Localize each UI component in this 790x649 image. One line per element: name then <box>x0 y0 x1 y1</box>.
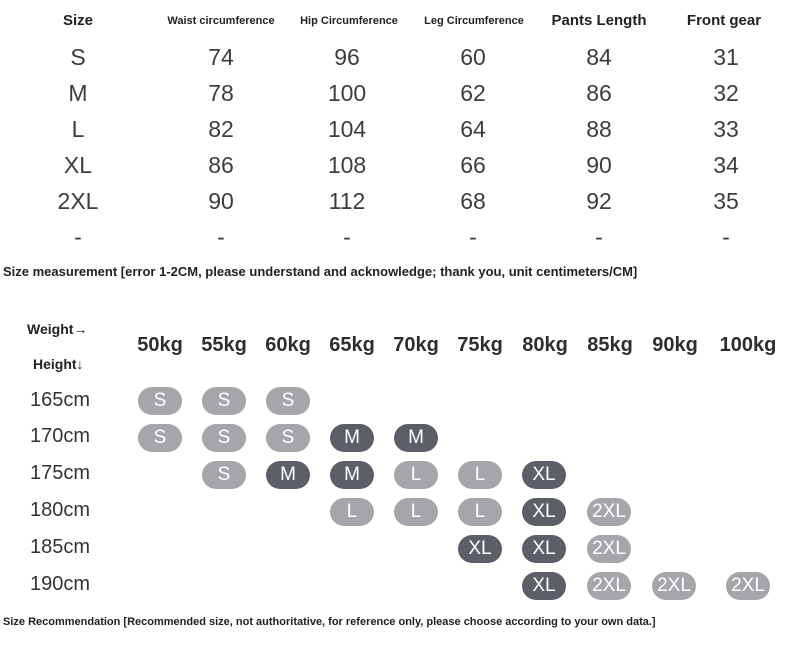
size-pill: XL <box>522 535 566 563</box>
table-cell: 100 <box>327 80 367 106</box>
size-pill: S <box>138 424 182 452</box>
size-pill: L <box>394 498 438 526</box>
size-pill: S <box>202 424 246 452</box>
height-row-170: 170cm <box>30 425 91 447</box>
table-cell: 82 <box>208 116 234 142</box>
table-cell: - <box>722 224 730 250</box>
table-cell: 64 <box>460 116 486 142</box>
table-cell: 35 <box>713 188 739 214</box>
table-cell: 84 <box>586 44 612 70</box>
height-row-180: 180cm <box>30 499 91 521</box>
weight-col-70: 70kg <box>393 334 439 356</box>
table-cell: - <box>595 224 603 250</box>
size-pill: 2XL <box>726 572 770 600</box>
table-cell: 34 <box>713 152 739 178</box>
weight-col-65: 65kg <box>329 334 375 356</box>
table-cell: L <box>71 116 85 142</box>
size-pill: S <box>202 461 246 489</box>
size-pill: 2XL <box>587 498 631 526</box>
header-pants-length: Pants Length <box>551 12 647 29</box>
table-cell: 62 <box>460 80 486 106</box>
size-pill: S <box>266 387 310 415</box>
height-row-185: 185cm <box>30 536 91 558</box>
table-cell: S <box>70 44 86 70</box>
table-cell: 32 <box>713 80 739 106</box>
size-pill: 2XL <box>587 535 631 563</box>
table-cell: 74 <box>208 44 234 70</box>
size-pill: M <box>330 424 374 452</box>
table-cell: - <box>74 224 82 250</box>
table-cell: 104 <box>327 116 367 142</box>
table-cell: 86 <box>208 152 234 178</box>
header-leg: Leg Circumference <box>424 15 524 27</box>
weight-col-55: 55kg <box>201 334 247 356</box>
size-pill: M <box>330 461 374 489</box>
size-pill: XL <box>522 572 566 600</box>
size-pill: L <box>330 498 374 526</box>
table-cell: 68 <box>460 188 486 214</box>
size-pill: XL <box>522 461 566 489</box>
table-cell: 2XL <box>57 188 99 214</box>
weight-col-60: 60kg <box>265 334 311 356</box>
size-pill: L <box>394 461 438 489</box>
table-cell: 92 <box>586 188 612 214</box>
table-cell: - <box>217 224 225 250</box>
table-cell: XL <box>63 152 93 178</box>
size-pill: S <box>202 387 246 415</box>
size-pill: L <box>458 461 502 489</box>
header-size: Size <box>62 12 94 29</box>
table-cell: 90 <box>208 188 234 214</box>
weight-col-100: 100kg <box>719 334 777 356</box>
height-row-175: 175cm <box>30 462 91 484</box>
size-pill: S <box>138 387 182 415</box>
table-cell: 96 <box>334 44 360 70</box>
header-front-gear: Front gear <box>686 12 762 29</box>
table-cell: - <box>469 224 477 250</box>
weight-col-75: 75kg <box>457 334 503 356</box>
table-cell: 33 <box>713 116 739 142</box>
height-row-190: 190cm <box>30 573 91 595</box>
table-cell: 88 <box>586 116 612 142</box>
size-pill: XL <box>458 535 502 563</box>
recommendation-note: Size Recommendation [Recommended size, not authoritative, for reference only, please choose according to your own data.] <box>3 616 656 628</box>
size-pill: XL <box>522 498 566 526</box>
weight-col-80: 80kg <box>522 334 568 356</box>
table-cell: M <box>68 80 88 106</box>
size-pill: 2XL <box>652 572 696 600</box>
height-axis-label: Height↓ <box>33 356 84 372</box>
weight-axis-label: Weight→ <box>27 321 88 337</box>
size-pill: L <box>458 498 502 526</box>
table-cell: 108 <box>327 152 367 178</box>
table-cell: 60 <box>460 44 486 70</box>
size-pill: M <box>394 424 438 452</box>
height-row-165: 165cm <box>30 389 91 411</box>
size-pill: 2XL <box>587 572 631 600</box>
size-pill: M <box>266 461 310 489</box>
weight-col-85: 85kg <box>587 334 633 356</box>
measurement-note: Size measurement [error 1-2CM, please understand and acknowledge; thank you, unit centimeters/CM] <box>3 264 638 279</box>
weight-col-50: 50kg <box>137 334 183 356</box>
table-cell: 90 <box>586 152 612 178</box>
header-waist: Waist circumference <box>167 15 275 27</box>
table-cell: 112 <box>328 188 366 214</box>
table-cell: 31 <box>713 44 739 70</box>
header-hip: Hip Circumference <box>300 15 398 27</box>
size-pill: S <box>266 424 310 452</box>
table-cell: 86 <box>586 80 612 106</box>
table-cell: 66 <box>460 152 486 178</box>
table-cell: - <box>343 224 351 250</box>
weight-col-90: 90kg <box>652 334 698 356</box>
table-cell: 78 <box>208 80 234 106</box>
